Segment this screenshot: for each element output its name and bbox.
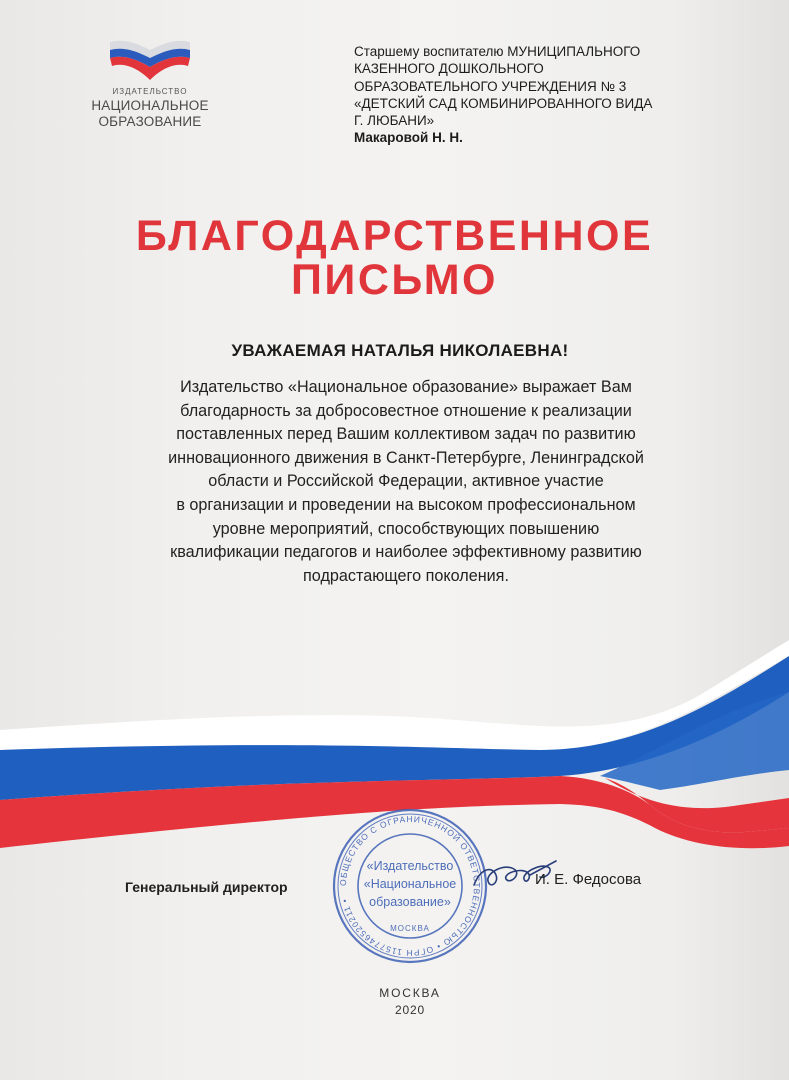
body-line: благодарность за добросовестное отношение к реализации xyxy=(180,401,632,420)
body-line: Издательство «Национальное образование» выражает Вам xyxy=(180,378,632,396)
logo-name-line2: ОБРАЗОВАНИЕ xyxy=(98,114,202,129)
stamp-center-line2: «Национальное xyxy=(363,877,457,891)
body-line: поставленных перед Вашим коллективом задач по развитию xyxy=(176,425,636,444)
recipient-line: КАЗЕННОГО ДОШКОЛЬНОГО xyxy=(354,61,544,77)
logo-name-line1: НАЦИОНАЛЬНОЕ xyxy=(91,98,209,113)
stamp-ring-text: ОБЩЕСТВО С ОГРАНИЧЕННОЙ ОТВЕТСТВЕННОСТЬЮ • ОГРН 1157746520211 • xyxy=(337,813,483,959)
recipient-block xyxy=(354,43,714,147)
body-line: области и Российской Федерации, активное участие xyxy=(208,472,604,491)
stamp-center-line1: «Издательство xyxy=(366,859,454,873)
body-line: в организации и проведении на высоком профессиональном xyxy=(176,495,636,514)
footer-year: 2020 xyxy=(395,1003,425,1017)
footer-city: МОСКВА xyxy=(379,986,441,1000)
letter-body xyxy=(100,376,712,588)
stamp-center-line3: образование» xyxy=(369,895,451,909)
body-line: подрастающего поколения. xyxy=(303,566,509,585)
publisher-logo xyxy=(80,36,220,136)
official-stamp xyxy=(330,806,490,966)
director-name: И. Е. Федосова xyxy=(535,871,642,888)
greeting: УВАЖАЕМАЯ НАТАЛЬЯ НИКОЛАЕВНА! xyxy=(231,341,569,360)
flag-wings-icon xyxy=(106,36,194,82)
stamp-city: МОСКВА xyxy=(390,924,430,933)
recipient-line: ОБРАЗОВАТЕЛЬНОГО УЧРЕЖДЕНИЯ № 3 xyxy=(354,78,627,94)
body-line: инновационного движения в Санкт-Петербурге, Ленинградской xyxy=(168,448,644,467)
recipient-name: Макаровой Н. Н. xyxy=(354,130,463,146)
document-title-line1: БЛАГОДАРСТВЕННОЕ xyxy=(135,212,654,260)
logo-publisher-label: ИЗДАТЕЛЬСТВО xyxy=(112,87,188,96)
logo-name xyxy=(80,98,220,130)
document-title-line2: ПИСЬМО xyxy=(291,256,498,304)
body-line: уровне мероприятий, способствующих повышению xyxy=(212,519,600,538)
director-title: Генеральный директор xyxy=(125,879,288,895)
body-line: квалификации педагогов и наиболее эффективному развитию xyxy=(170,543,642,562)
recipient-line: Г. ЛЮБАНИ» xyxy=(354,113,435,129)
recipient-line: Старшему воспитателю МУНИЦИПАЛЬНОГО xyxy=(354,44,641,59)
recipient-line: «ДЕТСКИЙ САД КОМБИНИРОВАННОГО ВИДА xyxy=(354,95,653,111)
